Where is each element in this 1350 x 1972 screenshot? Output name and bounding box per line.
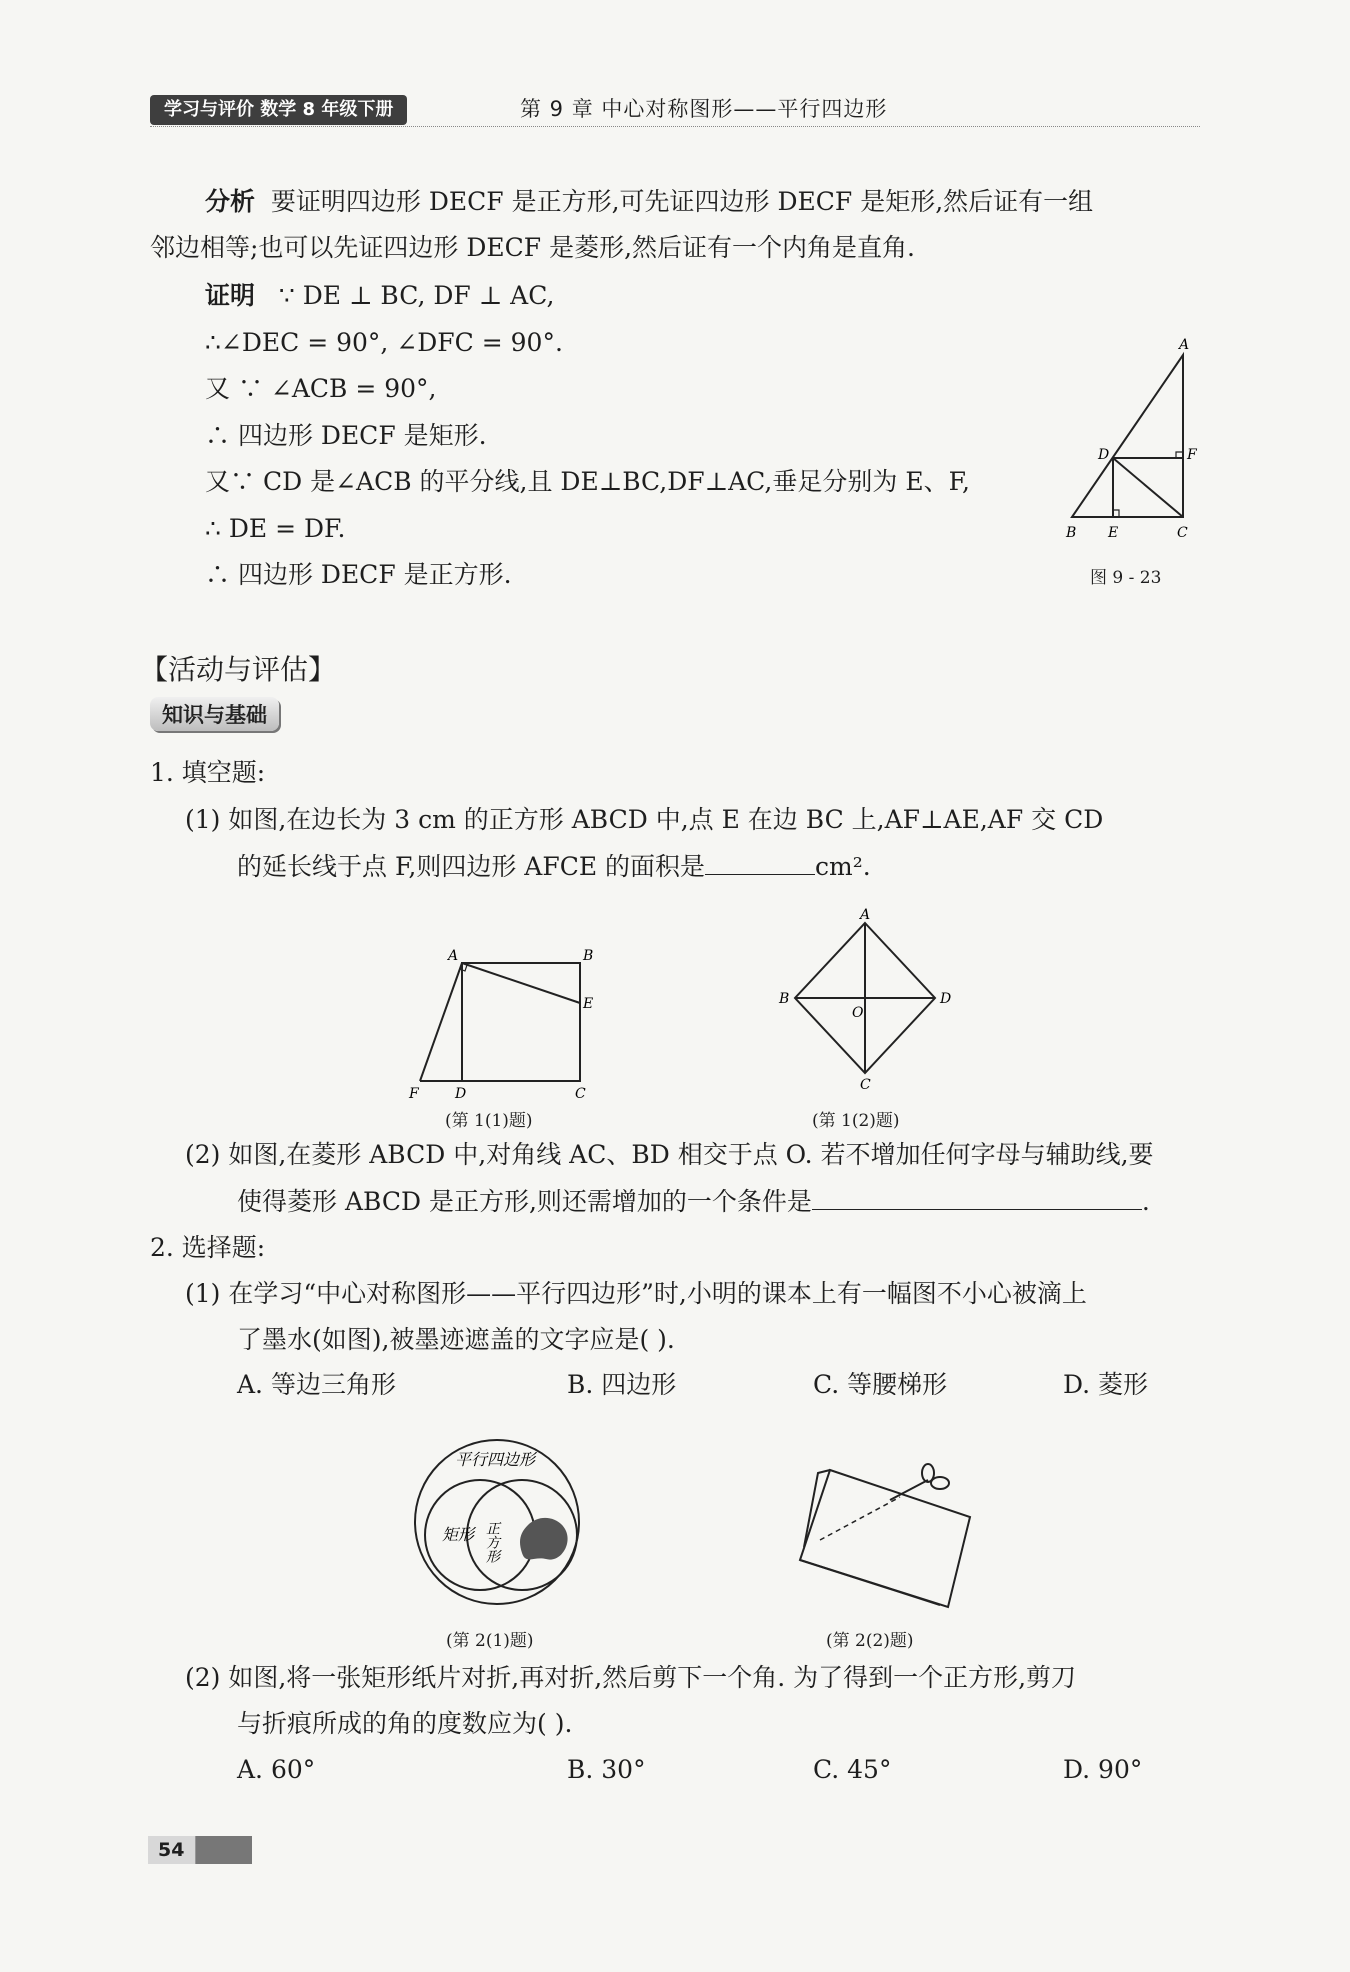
q2-p1-option-a[interactable]: A. 等边三角形 — [237, 1370, 396, 1399]
q1-title: 1. 填空题: — [150, 758, 266, 787]
analysis-label: 分析 — [205, 187, 256, 216]
analysis-line-1 — [205, 184, 1093, 220]
label-f: F — [1187, 447, 1197, 463]
figure-q1-1 — [400, 940, 615, 1100]
square-abcd — [462, 963, 580, 1081]
q2-p1-option-b[interactable]: B. 四边形 — [567, 1370, 677, 1399]
label-a: A — [1179, 337, 1190, 353]
proof-text-1: ∵ DE ⊥ BC, DF ⊥ AC, — [278, 281, 555, 310]
q2-p2-option-d[interactable]: D. 90° — [1063, 1755, 1143, 1784]
q2-p2-option-c[interactable]: C. 45° — [813, 1755, 892, 1784]
proof-line-7: ∴ 四边形 DECF 是正方形. — [205, 560, 512, 589]
q1-1-label-b: B — [583, 948, 594, 964]
answer-blank-2[interactable] — [812, 1183, 1142, 1210]
segment-af — [420, 963, 462, 1081]
q2-p1-option-c[interactable]: C. 等腰梯形 — [813, 1370, 948, 1399]
label-e: E — [1108, 525, 1119, 541]
bisector-cd — [1113, 458, 1183, 517]
q1-2-label-b: B — [779, 991, 790, 1007]
q1-2-label-d: D — [940, 991, 952, 1007]
label-c: C — [1177, 525, 1188, 541]
q2-p2-option-b[interactable]: B. 30° — [567, 1755, 646, 1784]
analysis-line-2: 邻边相等;也可以先证四边形 DECF 是菱形,然后证有一个内角是直角. — [150, 233, 915, 262]
q2-p1-line-2: 了墨水(如图),被墨迹遮盖的文字应是( ). — [237, 1325, 675, 1354]
q1-p1-end: . — [862, 852, 871, 881]
ink-blot — [520, 1518, 568, 1560]
label-d: D — [1098, 447, 1110, 463]
q2-title: 2. 选择题: — [150, 1233, 266, 1262]
section-tag: 知识与基础 — [150, 697, 279, 731]
q2-p1-line-1: (1) 在学习“中心对称图形——平行四边形”时,小明的课本上有一幅图不小心被滴上 — [185, 1279, 1087, 1308]
q1-p1-unit: cm² — [815, 852, 863, 881]
venn-left-label: 矩形 — [442, 1525, 475, 1544]
scissors-handle-2 — [931, 1477, 949, 1489]
q1-2-label-c: C — [860, 1077, 871, 1093]
venn-outer-label: 平行四边形 — [455, 1450, 536, 1469]
proof-label: 证明 — [205, 281, 256, 310]
figure-venn — [410, 1435, 585, 1610]
q1-p2-line-1: (2) 如图,在菱形 ABCD 中,对角线 AC、BD 相交于点 O. 若不增加任何字母与辅助线,要 — [185, 1140, 1154, 1169]
proof-line-4: ∴ 四边形 DECF 是矩形. — [205, 421, 487, 450]
q1-1-label-a: A — [448, 948, 459, 964]
figure-q1-2 — [770, 905, 965, 1095]
figure-q1-1-caption: (第 1(1)题) — [445, 1111, 533, 1131]
q1-1-label-e: E — [583, 996, 594, 1012]
header-rule — [150, 126, 1200, 127]
q1-1-label-c: C — [575, 1086, 586, 1100]
figure-q2-1-caption: (第 2(1)题) — [446, 1631, 534, 1651]
header-badge: 学习与评价 数学 8 年级下册 — [150, 95, 407, 125]
proof-line-1 — [205, 278, 554, 314]
proof-line-5: 又∵ CD 是∠ACB 的平分线,且 DE⊥BC,DF⊥AC,垂足分别为 E、F, — [205, 467, 970, 496]
figure-folded-paper — [790, 1455, 980, 1615]
figure-9-23 — [1060, 335, 1210, 550]
q2-p2-line-2: 与折痕所成的角的度数应为( ). — [237, 1709, 573, 1738]
q1-p2-line-2 — [237, 1183, 1150, 1220]
label-b: B — [1066, 525, 1077, 541]
figure-9-23-caption: 图 9 - 23 — [1090, 568, 1162, 588]
q1-p1-line-2 — [237, 848, 871, 885]
page-number: 54 — [158, 1839, 185, 1861]
answer-blank-1[interactable] — [705, 848, 815, 875]
q1-p2-text: 使得菱形 ABCD 是正方形,则还需增加的一个条件是 — [237, 1187, 812, 1216]
proof-line-2: ∴∠DEC = 90°, ∠DFC = 90°. — [205, 328, 563, 357]
figure-q1-2-caption: (第 1(2)题) — [812, 1111, 900, 1131]
q2-p2-line-1: (2) 如图,将一张矩形纸片对折,再对折,然后剪下一个角. 为了得到一个正方形,剪刀 — [185, 1663, 1077, 1692]
q1-1-label-f: F — [409, 1086, 419, 1100]
triangle-abc — [1072, 355, 1183, 517]
page-number-box — [148, 1836, 252, 1864]
analysis-text-1: 要证明四边形 DECF 是正方形,可先证四边形 DECF 是矩形,然后证有一组 — [270, 187, 1094, 216]
q2-p2-option-a[interactable]: A. 60° — [237, 1755, 316, 1784]
q1-2-label-o: O — [852, 1005, 864, 1021]
q1-1-label-d: D — [455, 1086, 467, 1100]
cut-line — [820, 1497, 900, 1540]
q1-2-label-a: A — [860, 907, 871, 923]
segment-ae — [462, 963, 580, 1003]
q1-p2-end: . — [1141, 1187, 1150, 1216]
proof-line-3: 又 ∵ ∠ACB = 90°, — [205, 374, 437, 403]
proof-line-6: ∴ DE = DF. — [205, 514, 346, 543]
section-title: 【活动与评估】 — [140, 653, 337, 686]
paper-layer — [800, 1560, 940, 1605]
q2-p1-option-d[interactable]: D. 菱形 — [1063, 1370, 1149, 1399]
q1-p1-line-1: (1) 如图,在边长为 3 cm 的正方形 ABCD 中,点 E 在边 BC 上,AF⊥AE,AF 交 CD — [185, 805, 1104, 834]
chapter-title: 第 9 章 中心对称图形——平行四边形 — [520, 97, 888, 121]
figure-q2-2-caption: (第 2(2)题) — [826, 1631, 914, 1651]
q1-p1-text: 的延长线于点 F,则四边形 AFCE 的面积是 — [237, 852, 706, 881]
venn-inner-label: 正方形 — [484, 1521, 500, 1563]
